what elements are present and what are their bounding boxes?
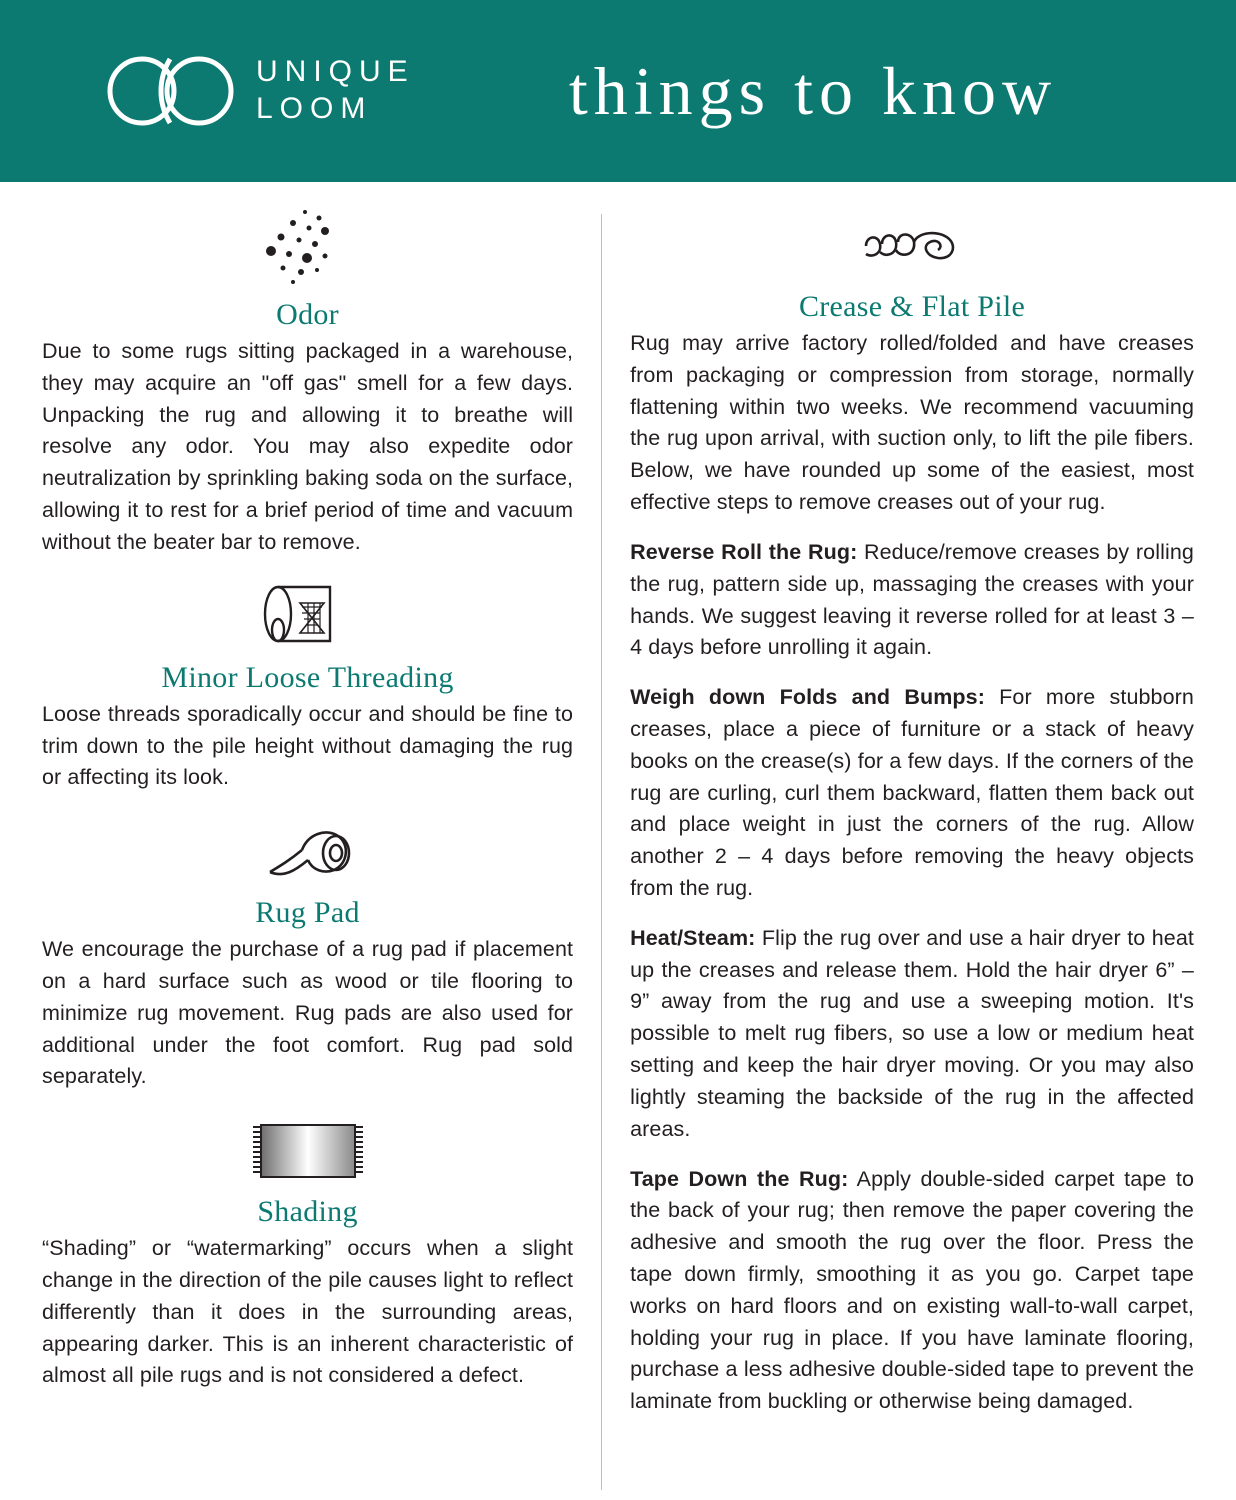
tip-lead-reverse-roll: Reverse Roll the Rug: bbox=[630, 539, 858, 564]
section-title-threading: Minor Loose Threading bbox=[161, 660, 454, 694]
tip-lead-weigh-down: Weigh down Folds and Bumps: bbox=[630, 685, 985, 710]
tip-body-reverse-roll: Reduce/remove creases by rolling the rug, pattern side up, massaging the creases with your hands. We suggest leaving it reverse rolled for at least 3 – 4 days before unrolling it again. bbox=[630, 539, 1194, 660]
tip-body-heat-steam: Flip the rug over and use a hair dryer to heat up the creases and release them. Hold the hair dryer 6” – 9” away from the rug and use a sweeping motion. It's possible to melt rug fibers, so use a low or medium heat setting and keep the hair dryer moving. Or you may also lightly steaming the backside of the rug in the affected areas. bbox=[630, 925, 1194, 1141]
tip-lead-tape-down: Tape Down the Rug: bbox=[630, 1166, 849, 1191]
page-title: things to know bbox=[568, 52, 1058, 129]
column-divider bbox=[601, 214, 602, 1490]
section-minor-loose-threading bbox=[42, 563, 573, 794]
rug-pad-roll-icon bbox=[42, 798, 573, 890]
document-body bbox=[0, 182, 1236, 1500]
section-title-shading: Shading bbox=[257, 1195, 358, 1229]
brand-line-2: LOOM bbox=[256, 92, 373, 125]
section-text-rug-pad: We encourage the purchase of a rug pad if placement on a hard surface such as wood or tile flooring to minimize rug movement. Rug pads are also used for additional under the foot comfort. Rug pad sold separately. bbox=[42, 937, 574, 1089]
section-rug-pad bbox=[42, 798, 573, 1093]
left-column bbox=[34, 200, 581, 1500]
page-header bbox=[0, 0, 1236, 182]
section-text-odor: Due to some rugs sitting packaged in a warehouse, they may acquire an "off gas" smell for a few days. Unpacking the rug and allowing it to breathe will resolve any odor. You may also expedite odor neutralization by sprinkling baking soda on the surface, allowing it to rest for a brief period of time and vacuum without the beater bar to remove. bbox=[42, 339, 574, 554]
tip-reverse-roll bbox=[630, 537, 1194, 664]
section-shading bbox=[42, 1097, 573, 1392]
rolled-rug-icon bbox=[42, 563, 573, 655]
shaded-rug-icon bbox=[42, 1097, 573, 1189]
tip-tape-down bbox=[630, 1164, 1194, 1419]
section-title-crease-flat-pile: Crease & Flat Pile bbox=[798, 290, 1026, 323]
section-text-shading: “Shading” or “watermarking” occurs when a slight change in the direction of the pile causes light to reflect differently than it does in the surrounding areas, appearing darker. This is an inherent characteristic of almost all pile rugs and is not considered a defect. bbox=[42, 1236, 574, 1388]
tip-weigh-down bbox=[630, 682, 1194, 905]
section-odor bbox=[42, 200, 573, 559]
tip-heat-steam bbox=[630, 923, 1194, 1146]
crease-intro-text: Rug may arrive factory rolled/folded and have creases from packaging or compression from storage, normally flattening within two weeks. We recommend vacuuming the rug upon arrival, with suction only, to lift the pile fibers. Below, we have rounded up some of the easiest, most effective steps to remove creases out of your rug. bbox=[630, 331, 1194, 515]
section-title-rug-pad: Rug Pad bbox=[255, 896, 360, 930]
section-text-threading: Loose threads sporadically occur and should be fine to trim down to the pile height without damaging the rug or affecting its look. bbox=[42, 701, 574, 790]
odor-dots-icon bbox=[42, 200, 573, 292]
section-title-odor: Odor bbox=[276, 298, 339, 331]
tip-body-weigh-down: For more stubborn creases, place a piece of furniture or a stack of heavy books on the crease(s) for a few days. If the corners of the rug are curling, curl them backward, flatten them back out and place weight in just the corners of the rug. Allow another 2 – 4 days before removing the heavy objects from the rug. bbox=[630, 685, 1194, 900]
right-column bbox=[622, 200, 1202, 1500]
tip-lead-heat-steam: Heat/Steam: bbox=[630, 925, 756, 950]
rolled-pile-icon bbox=[630, 200, 1194, 284]
tip-body-tape-down: Apply double-sided carpet tape to the back of your rug; then remove the paper covering the adhesive and smooth the rug over the floor. Press the tape down firmly, smoothing it as you go. Carpet tape works on hard floors and on existing wall-to-wall carpet, holding your rug in place. If you have laminate flooring, purchase a less adhesive double-sided tape to prevent the laminate from buckling or otherwise being damaged. bbox=[630, 1166, 1194, 1414]
brand-line-1: UNIQUE bbox=[256, 55, 415, 89]
